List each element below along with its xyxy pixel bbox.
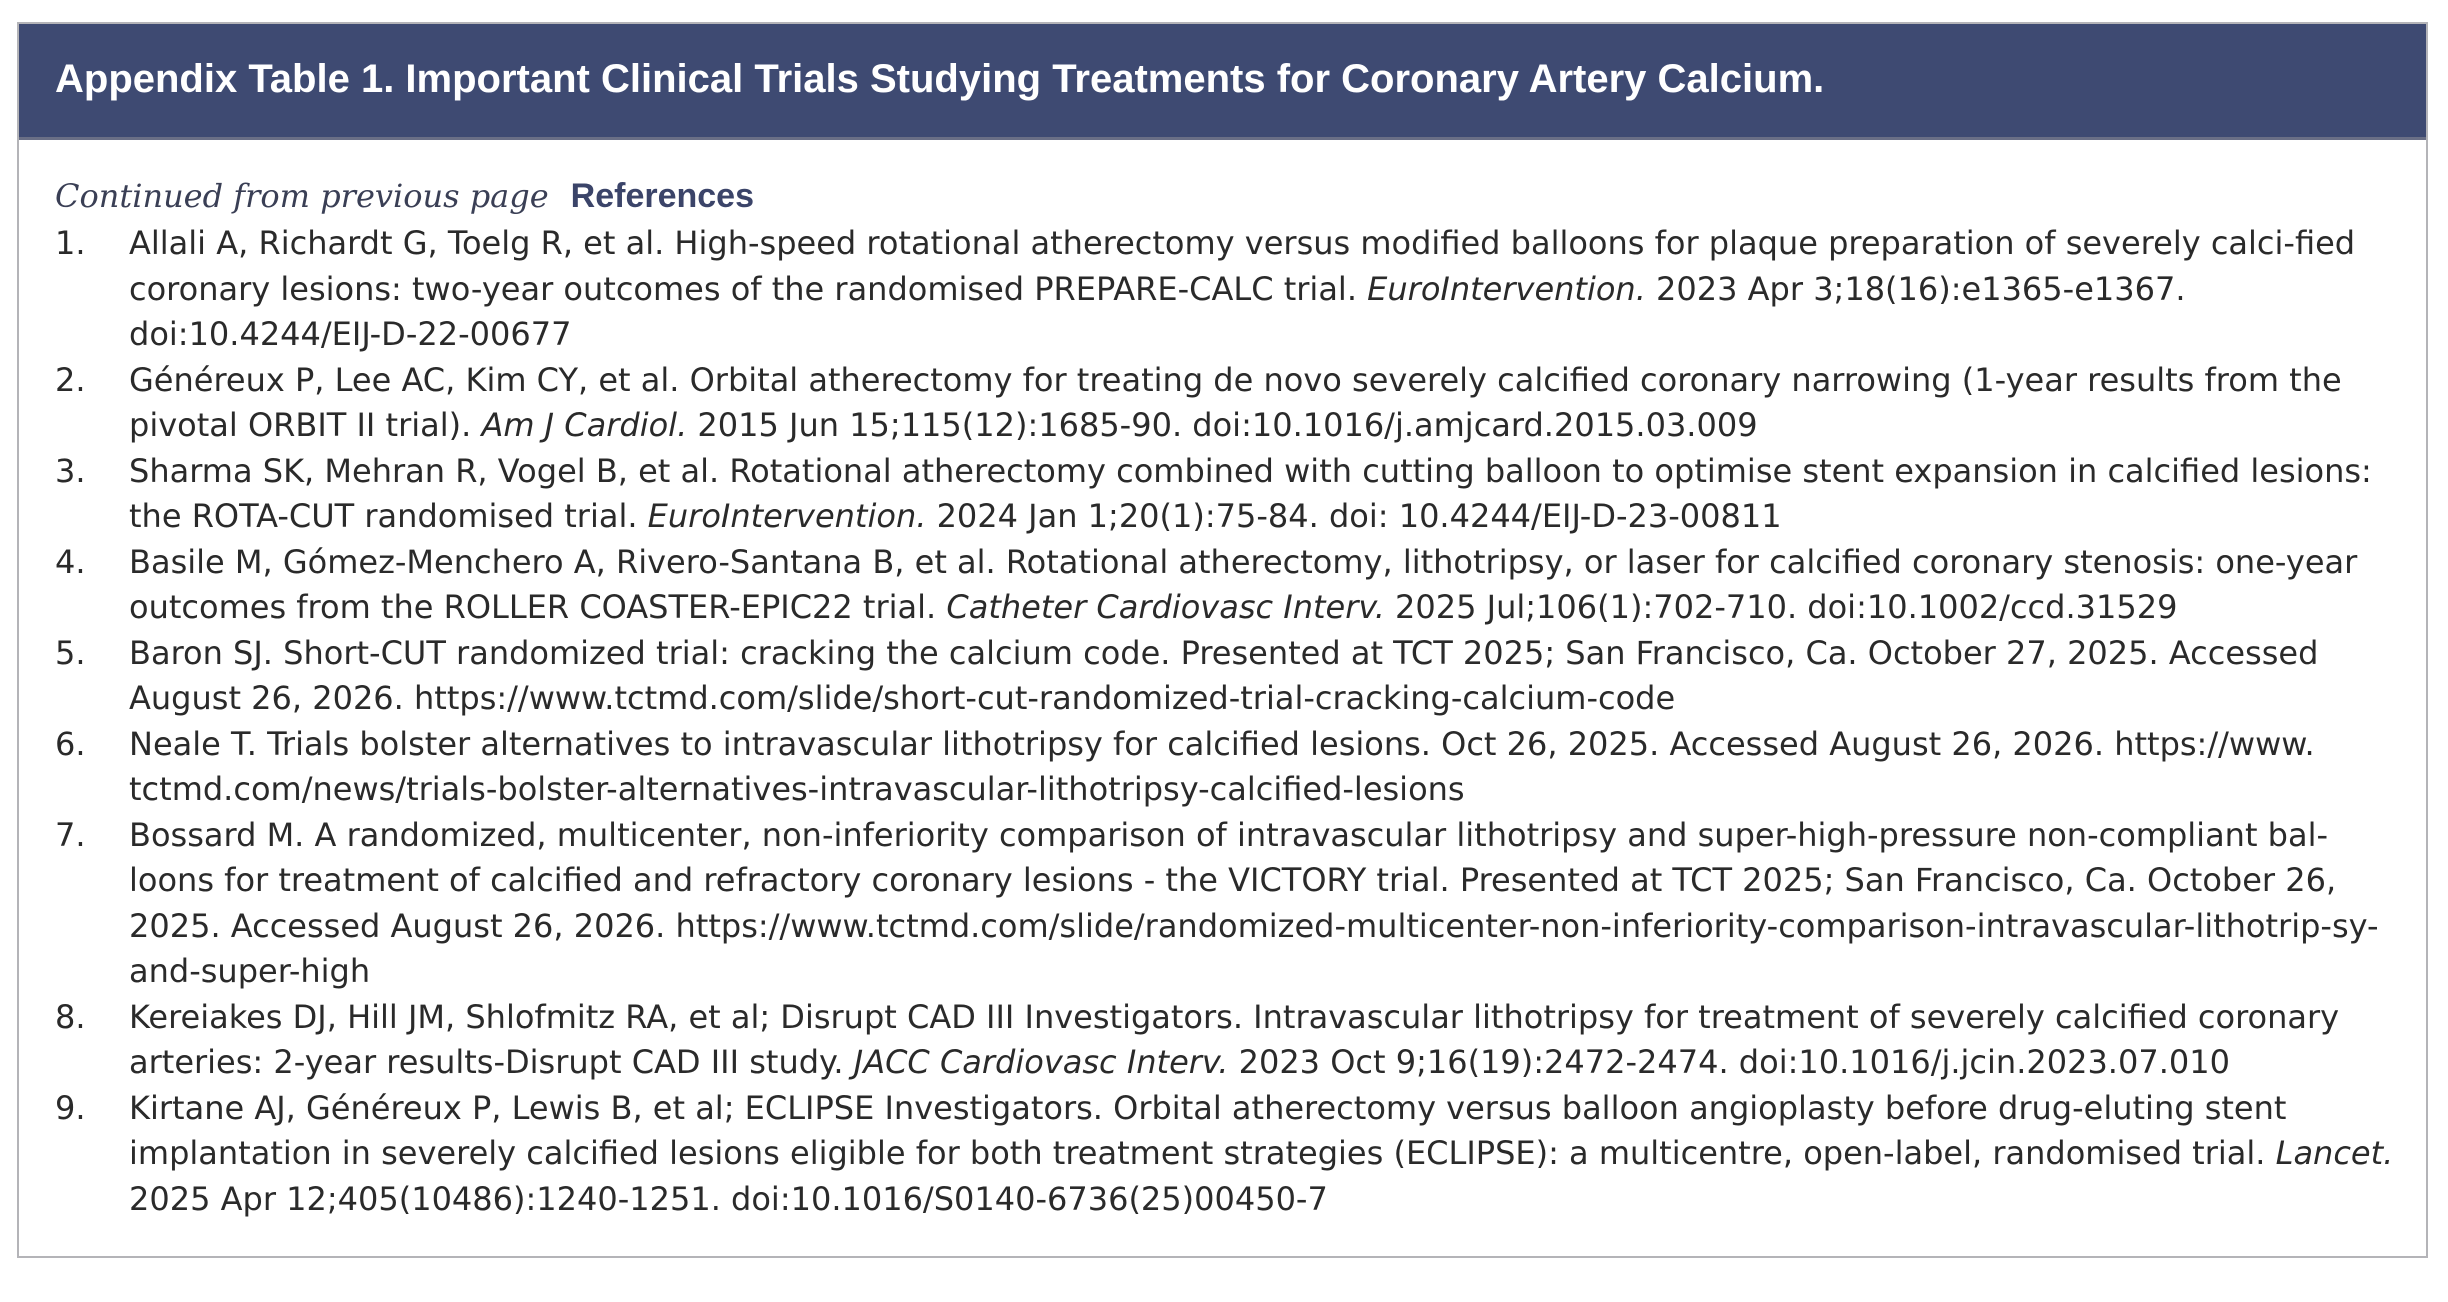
reference-number: 9.: [55, 1088, 86, 1127]
reference-item: [55, 540, 2398, 631]
reference-text: Kereiakes DJ, Hill JM, Shlofmitz RA, et al; Disrupt CAD III Investigators. Intravascular lithotripsy for treatment of severely calcified coronary arteries: 2-year results-Disrupt CAD III study.: [129, 997, 2340, 1081]
reference-citation-details: 2023 Oct 9;16(19):2472-2474. doi:10.1016/j.jcin.2023.07.010: [1238, 1043, 2230, 1081]
references-heading: References: [570, 177, 755, 215]
reference-number: 5.: [55, 633, 86, 672]
reference-journal: EuroIntervention.: [647, 497, 927, 535]
reference-citation-details: 2024 Jan 1;20(1):75-84. doi: 10.4244/EIJ-D-23-00811: [936, 497, 1782, 535]
reference-number: 7.: [55, 815, 86, 854]
table-title: Appendix Table 1. Important Clinical Trials Studying Treatments for Coronary Artery Calcium.: [55, 57, 1825, 101]
reference-journal: JACC Cardiovasc Interv.: [853, 1043, 1229, 1081]
references-header: [55, 171, 2398, 221]
reference-text: Basile M, Gómez-Menchero A, Rivero-Santana B, et al. Rotational atherectomy, lithotripsy, or laser for calcified coronary stenosis: one-year outcomes from the ROLLER COASTER-EPIC22 trial.: [129, 542, 2358, 626]
reference-citation-details: 2015 Jun 15;115(12):1685-90. doi:10.1016/j.amjcard.2015.03.009: [697, 406, 1758, 444]
reference-citation-details: 2025 Jul;106(1):702-710. doi:10.1002/ccd.31529: [1395, 588, 2178, 626]
reference-text: Baron SJ. Short-CUT randomized trial: cracking the calcium code. Presented at TCT 2025; San Francisco, Ca. October 27, 2025. Accessed August 26, 2026. https://www.tctmd.com/slide/short-cut-randomized-trial-cracking-calcium-code: [129, 633, 2319, 717]
reference-number: 4.: [55, 542, 86, 581]
reference-item: [55, 631, 2398, 722]
table-title-bar: [19, 24, 2426, 140]
reference-number: 2.: [55, 360, 86, 399]
reference-journal: EuroIntervention.: [1367, 269, 1646, 308]
reference-text: Généreux P, Lee AC, Kim CY, et al. Orbital atherectomy for treating de novo severely calcified coronary narrowing (1-year results from the pivotal ORBIT II trial).: [129, 360, 2342, 444]
reference-text: Neale T. Trials bolster alternatives to intravascular lithotripsy for calcified lesions. Oct 26, 2025. Accessed August 26, 2026. https://www. tctmd.com/news/trials-bolster-alternatives-intravascular-lithotripsy-calcified-lesions: [129, 724, 2315, 808]
reference-journal: Catheter Cardiovasc Interv.: [946, 588, 1385, 626]
reference-number: 6.: [55, 724, 86, 763]
reference-list: [55, 221, 2398, 1222]
reference-item: [55, 449, 2398, 540]
reference-item: [55, 813, 2398, 995]
reference-item: [55, 1086, 2398, 1223]
reference-number: 8.: [55, 997, 86, 1036]
references-section: [55, 171, 2398, 1222]
reference-item: [55, 358, 2398, 449]
reference-text: Kirtane AJ, Généreux P, Lewis B, et al; ECLIPSE Investigators. Orbital atherectomy versus balloon angioplasty before drug-eluting stent implantation in severely calcified lesions eligible for both treatment strategies (ECLIPSE): a multicentre, open-label, randomised trial.: [129, 1088, 2287, 1172]
reference-text: Allali A, Richardt G, Toelg R, et al. High-speed rotational atherectomy versus modified balloons for plaque preparation of severely calci-fied coronary lesions: two-year outcomes of the randomised PREPARE-CALC trial.: [129, 224, 2356, 308]
reference-citation-details: 2023 Apr 3;18(16):e1365-e1367. doi:10.4244/EIJ-D-22-00677: [129, 269, 2186, 353]
continued-label: Continued from previous page: [55, 177, 549, 215]
reference-item: [55, 221, 2398, 358]
reference-item: [55, 995, 2398, 1086]
reference-journal: Am J Cardiol.: [481, 406, 688, 444]
reference-journal: Lancet.: [2275, 1134, 2394, 1172]
appendix-table: [17, 22, 2428, 1258]
reference-text: Bossard M. A randomized, multicenter, non-inferiority comparison of intravascular lithotripsy and super-high-pressure non-compliant bal-loons for treatment of calcified and refractory coronary lesions - the VICTORY trial. Presented at TCT 2025; San Francisco, Ca. October 26, 2025. Accessed August 26, 2026. https://www.tctmd.com/slide/randomized-multicenter-non-inferiority-comparison-intravascular-lithotrip-sy-and-super-high: [129, 815, 2379, 990]
reference-number: 3.: [55, 451, 86, 490]
reference-text: Sharma SK, Mehran R, Vogel B, et al. Rotational atherectomy combined with cutting balloon to optimise stent expansion in calcified lesions: the ROTA-CUT randomised trial.: [129, 451, 2372, 535]
reference-citation-details: 2025 Apr 12;405(10486):1240-1251. doi:10.1016/S0140-6736(25)00450-7: [129, 1179, 1328, 1218]
reference-item: [55, 722, 2398, 813]
reference-number: 1.: [55, 224, 86, 262]
